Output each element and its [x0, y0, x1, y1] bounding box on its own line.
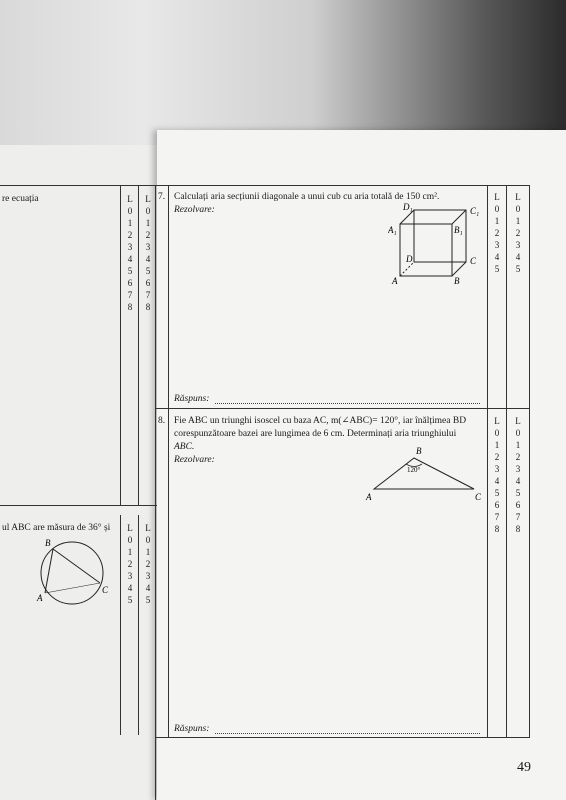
cube-label-b1: B₁ — [454, 225, 463, 235]
circle-label-a: A — [37, 593, 43, 603]
circle-figure — [28, 535, 113, 605]
left-col-divider-1 — [120, 185, 121, 505]
right-top-rule — [155, 185, 530, 186]
problem7-number: 7. — [158, 192, 166, 202]
problem8-score-header-b: L — [515, 416, 521, 426]
left-problem-fragment-bottom: ul ABC are măsura de 36° și — [2, 523, 111, 533]
right-number-col-divider — [168, 185, 169, 737]
problem7-score-column-b: 0 1 2 3 4 5 — [515, 204, 521, 274]
problem7-solution-label: Rezolvare: — [174, 205, 215, 215]
problem7-answer-label: Răspuns: — [174, 394, 210, 404]
left-score-column-a: 0 1 2 3 4 5 6 7 8 — [127, 206, 133, 312]
left-score-header-b: L — [145, 194, 151, 204]
problem8-statement-line2: corespunzătoare bazei are lungimea de 6 cm. Determinați aria triunghiului — [174, 429, 457, 439]
right-score-divider-3 — [529, 185, 530, 737]
left-score-header-c: L — [127, 523, 133, 533]
cube-label-b: B — [454, 276, 460, 286]
cube-label-a: A — [392, 276, 398, 286]
problem7-statement: Calculați aria secțiunii diagonale a unui cub cu aria totală de 150 cm². — [174, 192, 440, 202]
right-middle-rule — [155, 408, 530, 409]
triangle-figure — [362, 443, 487, 503]
right-bottom-rule — [155, 737, 530, 738]
cube-figure — [388, 202, 488, 288]
problem8-score-header-a: L — [494, 416, 500, 426]
problem8-score-column-b: 0 1 2 3 4 5 6 7 8 — [515, 428, 521, 534]
triangle-label-c: C — [475, 492, 482, 502]
left-middle-rule — [0, 505, 157, 506]
cube-label-c: C — [470, 256, 477, 266]
circle-label-b: B — [45, 538, 51, 548]
left-score-header-a: L — [127, 194, 133, 204]
right-score-divider-2 — [506, 185, 507, 737]
cube-label-d: D — [406, 254, 413, 264]
left-score-column-c: 0 1 2 3 4 5 — [127, 535, 133, 605]
cube-label-c1: C₁ — [470, 206, 480, 216]
cube-label-d1: D₁ — [403, 202, 413, 212]
problem8-solution-label: Rezolvare: — [174, 455, 215, 465]
problem8-score-column-a: 0 1 2 3 4 5 6 7 8 — [494, 428, 500, 534]
problem7-score-header-a: L — [494, 192, 500, 202]
left-score-header-d: L — [145, 523, 151, 533]
problem7-score-header-b: L — [515, 192, 521, 202]
left-col-divider-3 — [155, 185, 156, 800]
problem8-statement-line3: ABC. — [174, 442, 195, 452]
problem8-answer-label: Răspuns: — [174, 724, 210, 734]
problem7-score-column-a: 0 1 2 3 4 5 — [494, 204, 500, 274]
triangle-label-a: A — [366, 492, 372, 502]
cube-label-a1: A₁ — [388, 225, 397, 235]
page-number: 49 — [517, 760, 531, 775]
triangle-angle-label: 120° — [407, 466, 421, 474]
left-col-divider-4 — [120, 515, 121, 735]
problem8-number: 8. — [158, 416, 166, 426]
triangle-label-b: B — [416, 446, 422, 456]
left-col-divider-2 — [138, 185, 139, 505]
left-score-column-b: 0 1 2 3 4 5 6 7 8 — [145, 206, 151, 312]
problem7-answer-line[interactable] — [215, 403, 480, 404]
problem8-statement-line1: Fie ABC un triunghi isoscel cu baza AC, m(∠ABC)= 120°, iar înălțimea BD — [174, 416, 467, 426]
left-top-rule — [0, 185, 157, 186]
left-score-column-d: 0 1 2 3 4 5 — [145, 535, 151, 605]
circle-label-c: C — [102, 585, 109, 595]
problem8-answer-line[interactable] — [215, 733, 480, 734]
left-col-divider-5 — [138, 515, 139, 735]
left-problem-fragment-top: re ecuația — [2, 194, 39, 204]
